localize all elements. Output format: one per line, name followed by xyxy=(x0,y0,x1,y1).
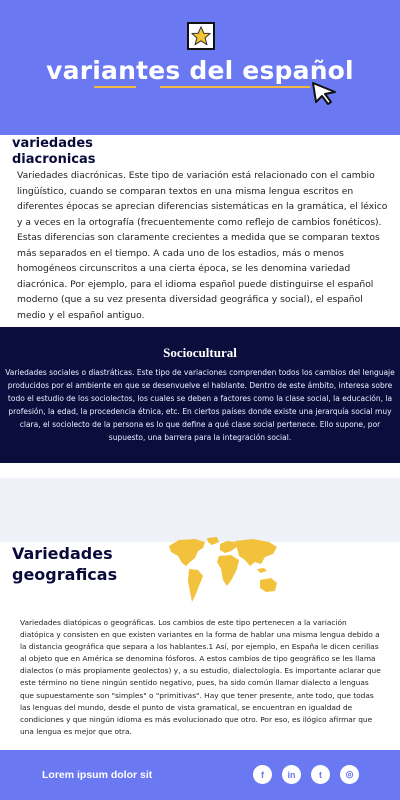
sociocultural-heading: Sociocultural xyxy=(163,345,237,360)
title-underline xyxy=(160,86,310,88)
linkedin-icon[interactable]: in xyxy=(282,765,301,784)
star-icon xyxy=(187,22,215,50)
sociocultural-section xyxy=(0,327,400,463)
sociocultural-text: Variedades sociales o diastráticas. Este tipo de variaciones comprenden todos los cambios del lenguaje producidos por el ambiente en que se desenvuelve el hablante. Dentro de este ámbito, interesa sobre todo el estudio de los sociolectos, los cuales se deben a factores como la clase social, la educación, la profesión, la edad, la procedencia étnica, etc. En ciertos países donde existe una jerarquía social muy clara, el sociolecto de la persona es lo que define a qué clase social pertenece. Ello supone, por supuesto, una barrera para la integración social. xyxy=(5,368,395,442)
diachronic-heading: variedades diacronicas xyxy=(12,136,96,167)
page-title: variantes del español xyxy=(46,56,354,85)
world-map-icon xyxy=(165,536,280,606)
twitter-icon[interactable]: t xyxy=(311,765,330,784)
social-links xyxy=(253,765,359,784)
spacer-band xyxy=(0,478,400,542)
instagram-icon[interactable]: ◎ xyxy=(340,765,359,784)
diachronic-text: Variedades diacrónicas. Este tipo de variación está relacionado con el cambio lingüístico, cuando se comparan textos en una misma lengua escritos en diferentes épocas se aprecian diferencias sistemáticas en la gramática, el léxico y a veces en la ortografía (frecuentemente como reflejo de cambios fonéticos). Estas diferencias son claramente crecientes a medida que se comparan textos más separados en el tiempo. A cada uno de los estadios, más o menos homogéneos circunscritos a una cierta época, se les denomina variedad diacrónica. Por ejemplo, para el idioma español puede distinguirse el español moderno (que a su vez presenta diversidad geográfica y social), el español medio y el español antiguo. xyxy=(17,170,388,321)
header-banner xyxy=(0,0,400,135)
footer xyxy=(0,750,400,800)
footer-text: Lorem ipsum dolor sit xyxy=(42,769,153,781)
cursor-icon xyxy=(310,80,338,106)
geographic-heading: Variedades geograficas xyxy=(12,544,118,584)
facebook-icon[interactable]: f xyxy=(253,765,272,784)
title-underline xyxy=(94,86,136,88)
geographic-text: Variedades diatópicas o geográficas. Los cambios de este tipo pertenecen a la variación diatópica y consisten en que existen variantes en la forma de hablar una misma lengua debido a la distancia geográfica que separa a los hablantes.1 Así, por ejemplo, en España le dicen cerillas al objeto que en América se denomina fósforos. A estos cambios de tipo geográfico se les llama dialectos (o más propiamente geolectos) y, a su estudio, dialectología. Es importante aclarar que este término no tiene ningún sentido negativo, pues, ha sido común llamar dialecto a lenguas que supuestamente son "simples" o "primitivas". Hay que tener presente, ante todo, que todas las lenguas del mundo, desde el punto de vista gramatical, se encuentran en igualdad de condiciones y que ningún idioma es más evolucionado que otro. Por eso, es ilógico afirmar que una lengua es mejor que otra. xyxy=(20,618,381,736)
